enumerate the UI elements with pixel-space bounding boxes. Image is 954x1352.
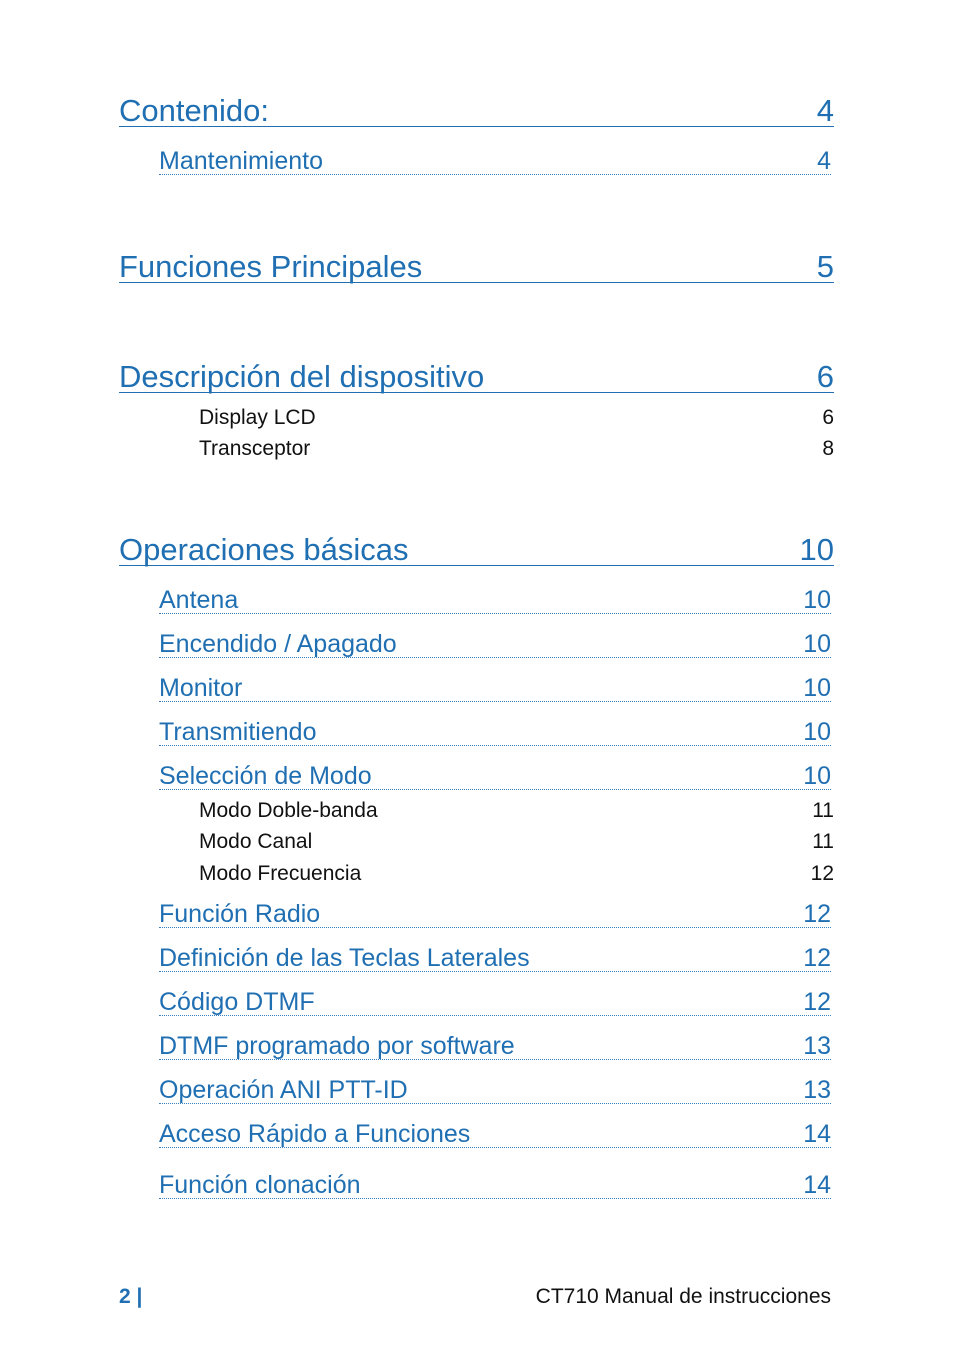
toc-entry-codigo-dtmf[interactable] (159, 986, 831, 1016)
toc-entry-transmitiendo[interactable] (159, 716, 831, 746)
toc-page: 5 (816, 249, 834, 284)
toc-page: 6 (816, 359, 834, 394)
footer-page-number: 2 | (119, 1285, 143, 1308)
toc-title: Antena (159, 586, 239, 614)
toc-title: Descripción del dispositivo (119, 359, 485, 394)
toc-page: 10 (799, 532, 834, 567)
toc-title: Acceso Rápido a Funciones (159, 1120, 471, 1148)
toc-title: Transceptor (199, 437, 311, 460)
toc-title: Transmitiendo (159, 718, 317, 746)
toc-title: Selección de Modo (159, 762, 372, 790)
toc-entry-seleccion-modo[interactable] (159, 760, 831, 790)
toc-page: 10 (803, 586, 831, 614)
toc-title: Definición de las Teclas Laterales (159, 944, 530, 972)
toc-page: 10 (803, 718, 831, 746)
toc-page: 12 (810, 862, 834, 885)
toc-entry-modo-doble[interactable] (199, 798, 834, 822)
toc-entry-dtmf-software[interactable] (159, 1030, 831, 1060)
toc-entry-display-lcd[interactable] (199, 405, 834, 429)
toc-page: 11 (812, 830, 834, 853)
toc-page: 14 (803, 1120, 831, 1148)
toc-title: Monitor (159, 674, 243, 702)
toc-entry-ani-ptt[interactable] (159, 1074, 831, 1104)
toc-page: 12 (803, 944, 831, 972)
toc-page: 11 (812, 799, 834, 822)
toc-page: 10 (803, 630, 831, 658)
toc-entry-descripcion[interactable] (119, 359, 834, 393)
toc-title: Funciones Principales (119, 249, 423, 284)
toc-page: 13 (803, 1032, 831, 1060)
toc-entry-funcion-radio[interactable] (159, 898, 831, 928)
toc-page: 14 (803, 1171, 831, 1199)
toc-title: Función Radio (159, 900, 321, 928)
toc-entry-antena[interactable] (159, 584, 831, 614)
toc-entry-monitor[interactable] (159, 672, 831, 702)
toc-page: 12 (803, 988, 831, 1016)
toc-page: 12 (803, 900, 831, 928)
toc-entry-teclas-laterales[interactable] (159, 942, 831, 972)
toc-entry-funciones-principales[interactable] (119, 249, 834, 283)
toc-title: Código DTMF (159, 988, 315, 1016)
toc-title: Encendido / Apagado (159, 630, 397, 658)
toc-title: Operación ANI PTT-ID (159, 1076, 408, 1104)
toc-page: 4 (817, 147, 831, 175)
toc-page: 13 (803, 1076, 831, 1104)
footer-manual-title: CT710 Manual de instrucciones (535, 1285, 831, 1308)
toc-entry-modo-frecuencia[interactable] (199, 861, 834, 885)
toc-title: Modo Frecuencia (199, 862, 362, 885)
toc-title: Mantenimiento (159, 147, 323, 175)
toc-entry-contenido[interactable] (119, 93, 834, 127)
toc-page: 4 (816, 93, 834, 128)
toc-entry-modo-canal[interactable] (199, 829, 834, 853)
toc-entry-mantenimiento[interactable] (159, 145, 831, 175)
toc-entry-acceso-rapido[interactable] (159, 1118, 831, 1148)
toc-page: 6 (822, 406, 834, 429)
toc-title: DTMF programado por software (159, 1032, 515, 1060)
toc-entry-clonacion[interactable] (159, 1169, 831, 1199)
toc-title: Modo Canal (199, 830, 313, 853)
toc-page: 8 (822, 437, 834, 460)
toc-entry-operaciones[interactable] (119, 532, 834, 566)
toc-title: Operaciones básicas (119, 532, 409, 567)
toc-title: Contenido: (119, 93, 269, 128)
toc-page: 10 (803, 674, 831, 702)
toc-page: 10 (803, 762, 831, 790)
toc-title: Función clonación (159, 1171, 361, 1199)
toc-entry-encendido[interactable] (159, 628, 831, 658)
toc-entry-transceptor[interactable] (199, 436, 834, 460)
toc-title: Display LCD (199, 406, 316, 429)
toc-title: Modo Doble-banda (199, 799, 378, 822)
